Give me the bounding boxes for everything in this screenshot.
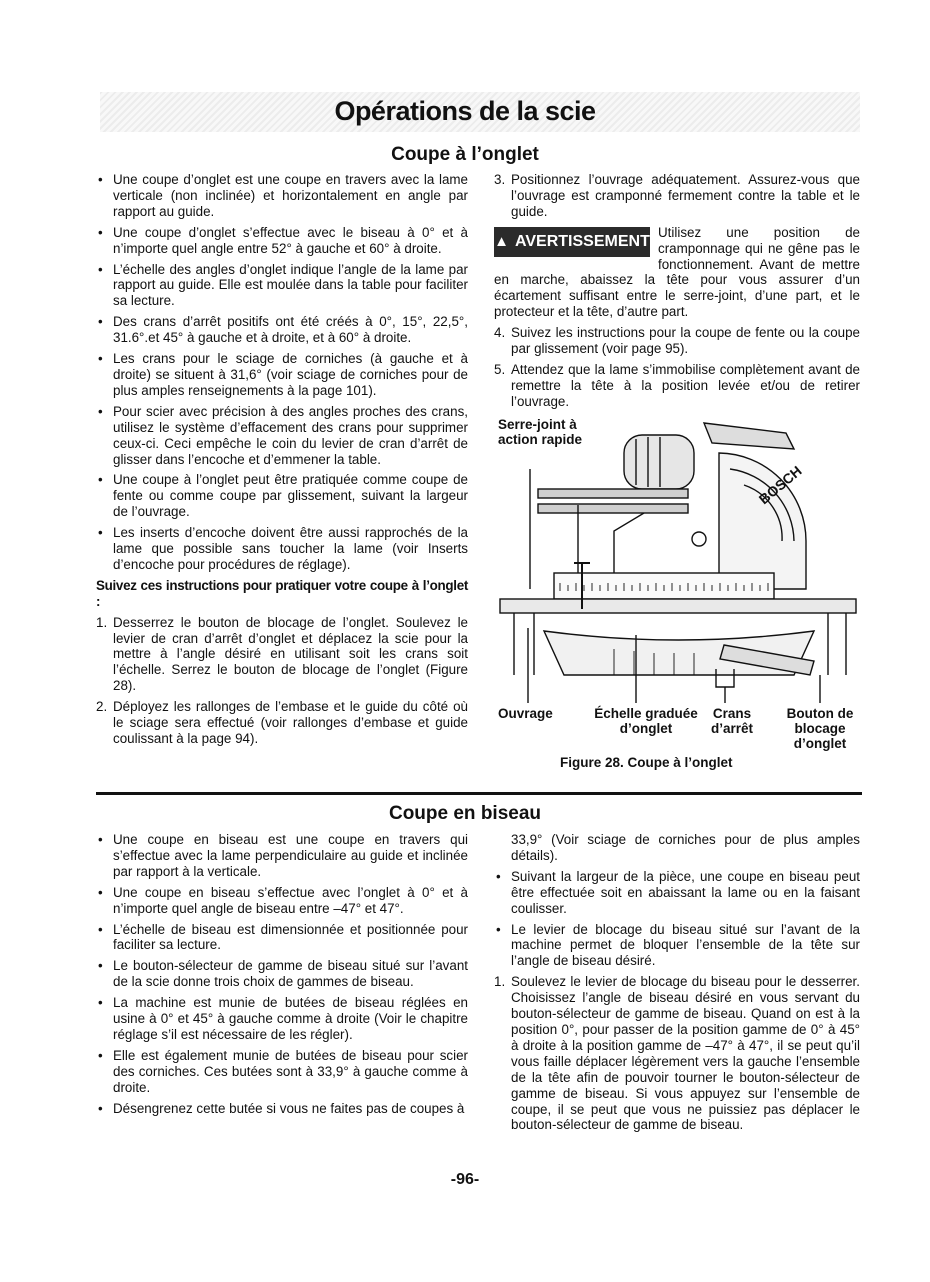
steps-heading: Suivez ces instructions pour pratiquer votre coupe à l’onglet : (96, 577, 468, 609)
list-item: • Une coupe en biseau s’effectue avec l’onglet à 0° et à n’importe quel angle de biseau entre –47° et 47°. (96, 885, 468, 917)
page-number: -96- (450, 1171, 480, 1188)
step-item (494, 325, 860, 357)
step-text: Positionnez l’ouvrage adéquatement. Assurez-vous que l’ouvrage est cramponné fermement contre la table et le guide. (511, 172, 860, 219)
label-knob-line: d’onglet (793, 736, 847, 751)
list-item: • Une coupe d’onglet est une coupe en travers avec la lame verticale (non inclinée) et horizontalement en angle par rapport au guide. (96, 172, 468, 220)
section-title-bevel: Coupe en biseau (388, 803, 542, 824)
list-item: • L’échelle des angles d’onglet indique l’angle de la lame par rapport au guide. Elle est moulée dans la table pour faciliter sa lecture. (96, 262, 468, 310)
motor-housing (624, 435, 694, 489)
label-lock-knob (782, 706, 858, 751)
list-item: • Suivant la largeur de la pièce, une coupe en biseau peut être effectuée soit en abaissant la lame ou en la faisant coulisser. (494, 869, 860, 917)
label-clamp-line: Serre-joint à (498, 417, 577, 432)
label-clamp-line: action rapide (498, 432, 583, 447)
step-item (96, 615, 468, 695)
step-number: 3. (494, 172, 506, 187)
warning-text: Utilisez une position de cramponnage qui ne gêne pas le fonctionnement. Avant de mettre en marche, abaissez la tête pour vous assurer d’un écartement suffisant entre le serre-joint, d’une part, et le protecteur et la tête, d’autre part. (494, 224, 860, 320)
saw-arm (578, 505, 644, 583)
label-knob-line: Bouton de (786, 706, 854, 721)
list-item: • Les inserts d’encoche doivent être aussi rapprochés de la lame que possible sans toucher la lame (voir Inserts d’encoche pour procédures de réglage). (96, 525, 468, 573)
list-item: • La machine est munie de butées de biseau réglées en usine à 0° et 45° à gauche comme à droite (Voir le chapitre réglage s’il est nécessaire de les régler). (96, 995, 468, 1043)
label-detents-line: d’arrêt (710, 721, 754, 736)
warning-badge (494, 227, 650, 257)
label-scale-line: d’onglet (619, 721, 673, 736)
arbor-bolt (692, 532, 706, 546)
fence (500, 599, 856, 613)
label-detents-line: Crans (712, 706, 752, 721)
step-item (494, 974, 860, 1133)
step-number: 1. (494, 974, 506, 990)
step-item (494, 172, 860, 220)
list-item: • Désengrenez cette butée si vous ne faites pas de coupes à (96, 1101, 468, 1117)
list-item: • Le bouton-sélecteur de gamme de biseau situé sur l’avant de la scie donne trois choix de gammes de biseau. (96, 958, 468, 990)
section-title-miter: Coupe à l’onglet (391, 144, 539, 165)
figure-caption: Figure 28. Coupe à l’onglet (560, 755, 733, 770)
warning-label: AVERTISSEMENT (515, 232, 650, 250)
list-item: • Pour scier avec précision à des angles proches des crans, utilisez le système d’effacement des crans pour supprimer ceux-ci. Ceci empêche le coin du levier de cran d’arrêt de glisser dans l’encoche et d’emmener la table. (96, 404, 468, 468)
step-number: 1. (96, 614, 108, 630)
bevel-right-column (494, 832, 860, 1138)
list-item: • Des crans d’arrêt positifs ont été créés à 0°, 15°, 22,5°, 31.6°.et 45° à gauche et à droite, et à 60° à droite. (96, 314, 468, 346)
step-number: 5. (494, 361, 506, 377)
step-text: Attendez que la lame s’immobilise complètement avant de remettre la tête à la position levée et/ou de retirer l’ouvrage. (511, 361, 860, 409)
step-text: Desserrez le bouton de blocage de l’onglet. Soulevez le levier de cran d’arrêt d’onglet et déplacez la scie pour la mettre à l’angle désiré en utilisant soit les crans soit l’échelle. Serrez le bouton de blocage de l’onglet (Figure 28). (113, 614, 468, 694)
label-workpiece: Ouvrage (498, 706, 553, 721)
list-item: • Le levier de blocage du biseau situé sur l’avant de la machine permet de bloquer l’ensemble de la tête sur l’angle de biseau désiré. (494, 922, 860, 970)
step-number: 2. (96, 699, 108, 715)
list-item: • Une coupe en biseau est une coupe en travers qui s’effectue avec la lame perpendiculaire au guide et inclinée par rapport à la verticale. (96, 832, 468, 880)
miter-saw-illustration (494, 413, 860, 705)
section-divider (96, 792, 862, 795)
step-item (494, 362, 860, 410)
step-text: Soulevez le levier de blocage du biseau pour le desserrer. Choisissez l’angle de biseau désiré en vous servant du bouton-sélecteur de gamme de biseau. Quand on est à la position 0°, pour passer de la position gamme de 0° à 45° à droite à la position gamme de –47° à 47°, il se peut qu’il vous faille déplacer légèrement vers la gauche l’ensemble de la tête afin de pouvoir tourner le bouton-sélecteur de gamme de biseau. Si vous appuyez sur l’ensemble de coupe, il se peut que vous ne puissiez pas déplacer le bouton-sélecteur de gamme de biseau. (511, 974, 860, 1133)
step-item (96, 699, 468, 747)
slide-rail-upper (538, 489, 688, 498)
bevel-left-column (96, 832, 468, 1122)
saw-handle (704, 423, 794, 449)
list-item: • Les crans pour le sciage de corniches (à gauche et à droite) se situent à 31,6° (voir sciage de corniches pour de plus amples renseignements à la page 101). (96, 351, 468, 399)
list-item: • Une coupe à l’onglet peut être pratiquée comme coupe de fente ou comme coupe par glissement, suivant la largeur de l’ouvrage. (96, 472, 468, 520)
brand-logo-text: BOSCH (755, 462, 805, 508)
label-scale (586, 706, 706, 736)
step-number: 4. (494, 325, 506, 341)
list-item: • L’échelle de biseau est dimensionnée et positionnée pour faciliter sa lecture. (96, 922, 468, 954)
step-text: Suivez les instructions pour la coupe de fente ou la coupe par glissement (voir page 95). (511, 325, 860, 357)
page-title: Opérations de la scie (334, 96, 596, 126)
label-scale-line: Échelle graduée (594, 706, 698, 721)
label-detents (700, 706, 764, 736)
step-text: Déployez les rallonges de l’embase et le guide du côté où le sciage sera effectué (voir rallonges d’embase et guide coulissant à la page 94). (113, 699, 468, 746)
slide-rail-lower (538, 504, 688, 513)
miter-saw-figure (494, 413, 860, 705)
list-item: • Une coupe d’onglet s’effectue avec le biseau à 0° et à n’importe quel angle entre 52° à gauche et 60° à droite. (96, 225, 468, 257)
label-knob-line: blocage (794, 721, 846, 736)
miter-right-column (494, 172, 860, 415)
warning-block (494, 225, 860, 320)
list-item: • Elle est également munie de butées de biseau pour scier des corniches. Ces butées sont à 33,9° à gauche comme à droite. (96, 1048, 468, 1096)
continuation-text: 33,9° (Voir sciage de corniches pour de plus amples détails). (511, 832, 860, 863)
warning-icon: ▲ (494, 233, 510, 251)
miter-left-column (96, 172, 468, 752)
label-clamp (498, 417, 582, 447)
